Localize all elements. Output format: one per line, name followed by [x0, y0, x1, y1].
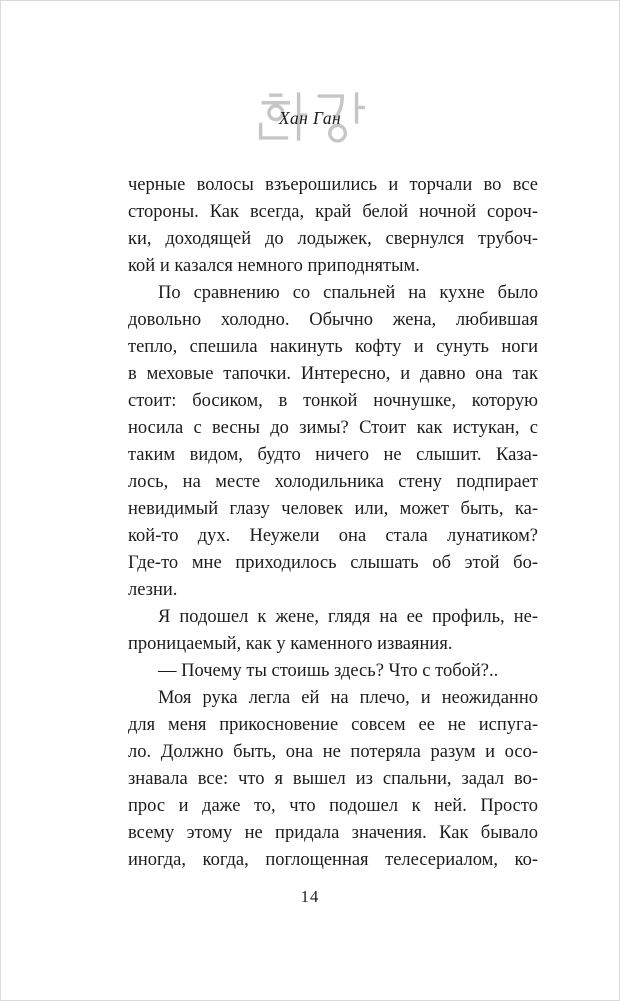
- text-line: лось, на месте холодильника стену подпирает: [128, 472, 538, 492]
- text-line: По сравнению со спальней на кухне было: [158, 283, 538, 303]
- page-number: 14: [300, 887, 320, 906]
- text-line: стороны. Как всегда, край белой ночной сороч-: [128, 202, 538, 222]
- text-line: невидимый глазу человек или, может быть, ка-: [128, 499, 538, 519]
- text-line: таким видом, будто ничего не слышит. Каза-: [128, 445, 538, 465]
- text-line: Где-то мне приходилось слышать об этой бо-: [128, 553, 538, 573]
- text-line: носила с весны до зимы? Стоит как истукан, с: [128, 418, 538, 438]
- paragraph: [128, 172, 538, 280]
- text-line: прос и даже то, что подошел к ней. Просто: [128, 796, 538, 816]
- text-line: знавала все: что я вышел из спальни, задал во-: [128, 769, 538, 789]
- text-line: иногда, когда, поглощенная телесериалом, ко-: [128, 850, 538, 870]
- paragraph: [128, 604, 538, 658]
- author-name: Хан Ган: [278, 108, 342, 128]
- page-footer: [1, 887, 619, 907]
- text-line: — Почему ты стоишь здесь? Что с тобой?..: [158, 661, 499, 681]
- text-line: Я подошел к жене, глядя на ее профиль, не-: [158, 607, 538, 627]
- paragraph: [128, 685, 538, 874]
- text-line: ки, доходящей до лодыжек, свернулся трубоч-: [128, 229, 538, 249]
- paragraph: [128, 280, 538, 604]
- text-line: довольно холодно. Обычно жена, любившая: [128, 310, 538, 330]
- text-line: черные волосы взъерошились и торчали во все: [128, 175, 538, 195]
- text-line: для меня прикосновение совсем ее не испуга-: [128, 715, 538, 735]
- text-line: всему этому не придала значения. Как бывало: [128, 823, 538, 843]
- text-line: тепло, спешила накинуть кофту и сунуть ноги: [128, 337, 538, 357]
- text-line: стоит: босиком, в тонкой ночнушке, которую: [128, 391, 538, 411]
- paragraph: [128, 658, 538, 685]
- text-line: Моя рука легла ей на плечо, и неожиданно: [158, 688, 538, 708]
- text-line: ло. Должно быть, она не потеряла разум и осо-: [128, 742, 538, 762]
- page-header: [1, 89, 619, 149]
- text-line: кой и казался немного приподнятым.: [128, 256, 420, 276]
- text-block: [128, 172, 538, 874]
- text-line: кой-то дух. Неужели она стала лунатиком?: [128, 526, 538, 546]
- text-line: лезни.: [128, 580, 178, 600]
- text-line: в меховые тапочки. Интересно, и давно она так: [128, 364, 538, 384]
- text-line: проницаемый, как у каменного изваяния.: [128, 634, 453, 654]
